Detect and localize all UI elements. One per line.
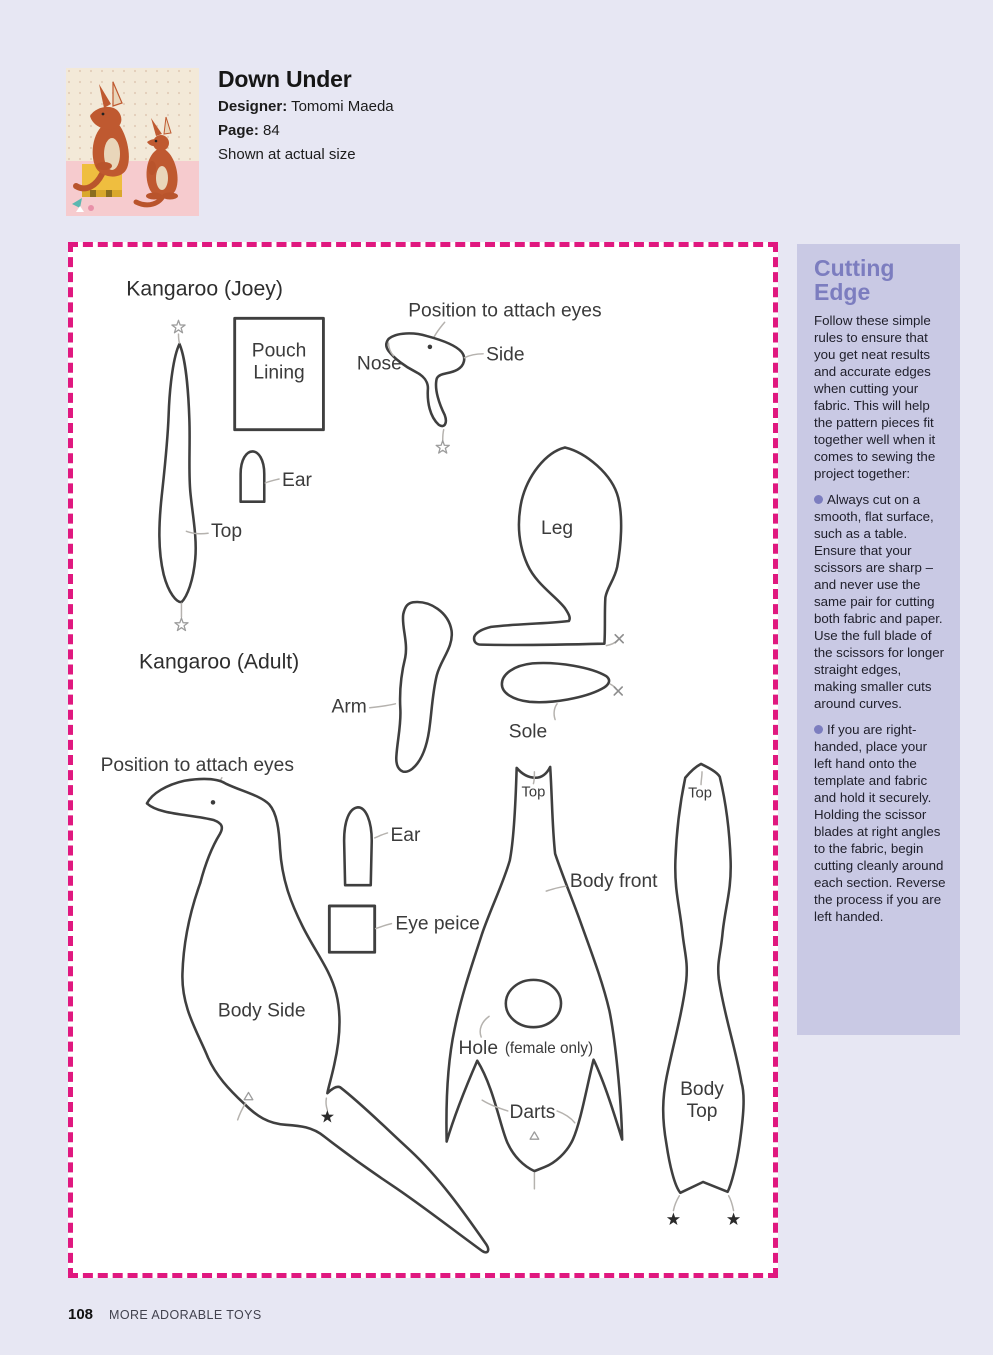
star-marker-icon	[436, 441, 449, 453]
panel-bullet-text: If you are right-handed, place your left hand onto the template and fabric and hold it securely. Holding the scissor blades at right angles to the fabric, begin cutting cleanly around each section. Reverse the process if you are left handed.	[814, 722, 946, 924]
star-marker-icon	[175, 618, 188, 630]
bullet-dot-icon	[814, 725, 823, 734]
pattern-sheet	[68, 242, 778, 1278]
designer-line	[218, 98, 394, 115]
body-top-label-2: Top	[686, 1100, 718, 1122]
filled-star-marker-icon	[667, 1213, 680, 1225]
eye-position-dot	[211, 800, 216, 805]
footer	[68, 1306, 262, 1323]
joey-top-outline	[159, 344, 195, 602]
x-marker-icon	[614, 687, 622, 695]
actual-size-note: Shown at actual size	[218, 146, 356, 163]
joey-ear-outline	[241, 451, 265, 501]
adult-ear-outline	[344, 807, 372, 885]
pouch-lining-label-2: Lining	[253, 362, 305, 384]
joey-nose-label: Nose	[356, 353, 402, 375]
adult-arm-label: Arm	[331, 696, 367, 718]
pattern-drawing	[73, 247, 773, 1273]
project-title: Down Under	[218, 66, 352, 92]
joey-leg-label: Leg	[541, 518, 574, 540]
body-top-top-label: Top	[688, 785, 712, 802]
hole-outline	[506, 980, 561, 1027]
filled-star-marker-icon	[727, 1213, 740, 1225]
body-front-top-label: Top	[521, 784, 546, 801]
panel-bullet	[814, 491, 946, 712]
joey-side-outline	[386, 333, 464, 426]
adult-arm-outline	[396, 602, 451, 772]
joey-ear-label: Ear	[282, 469, 312, 491]
page-line	[218, 122, 394, 139]
joey-side-label: Side	[486, 344, 525, 366]
adult-heading: Kangaroo (Adult)	[139, 650, 300, 674]
joey-position-eyes-label: Position to attach eyes	[408, 300, 602, 322]
body-top-label-1: Body	[680, 1079, 724, 1101]
star-marker-icon	[172, 320, 185, 332]
eye-piece-label: Eye peice	[395, 913, 480, 935]
pouch-lining-label-1: Pouch	[251, 340, 307, 362]
folio-page-number: 108	[68, 1306, 94, 1323]
joey-leg-outline	[474, 447, 621, 645]
eye-position-dot	[428, 345, 433, 350]
panel-bullet-text: Always cut on a smooth, flat surface, such as a table. Ensure that your scissors are sharp – and never use the same pair for cutting both fabric and paper. Use the full blade of the scissors for longer straight edges, making smaller cuts around curves.	[814, 492, 945, 711]
leader-line	[238, 1103, 246, 1120]
cutting-edge-panel	[797, 244, 960, 1035]
series-title: MORE ADORABLE TOYS	[109, 1308, 262, 1322]
designer-name: Tomomi Maeda	[291, 98, 394, 115]
hole-label: Hole	[458, 1037, 499, 1059]
leader-line	[464, 354, 483, 358]
leader-line	[265, 479, 279, 483]
page-label: Page:	[218, 122, 259, 139]
leader-line	[673, 1196, 679, 1211]
kangaroo-toys-photo	[66, 68, 199, 216]
panel-intro: Follow these simple rules to ensure that you get neat results and accurate edges when cutting your fabric. This will help the pattern pieces fit together well when it comes to sewing the project together:	[814, 313, 936, 481]
panel-title: Cutting Edge	[814, 255, 895, 305]
panel-bullet	[814, 721, 946, 925]
darts-label: Darts	[509, 1101, 556, 1123]
adult-body-side-outline	[147, 779, 488, 1252]
bullet-dot-icon	[814, 495, 823, 504]
leader-line	[178, 334, 179, 343]
header	[218, 66, 394, 170]
body-front-label: Body front	[569, 871, 658, 893]
hole-note-label: (female only)	[504, 1039, 594, 1057]
leader-line	[533, 772, 534, 784]
joey-top-label: Top	[211, 521, 243, 543]
designer-label: Designer:	[218, 98, 288, 115]
leader-line	[376, 924, 392, 929]
joey-sole-outline	[502, 663, 609, 702]
adult-body-side-label: Body Side	[217, 1000, 306, 1022]
adult-ear-label: Ear	[390, 824, 421, 846]
page-value: 84	[263, 122, 280, 139]
x-marker-icon	[615, 635, 623, 643]
adult-position-eyes-label: Position to attach eyes	[100, 754, 294, 776]
leader-line	[370, 704, 396, 708]
leader-line	[375, 833, 388, 838]
leader-line	[554, 704, 557, 720]
adult-body-top-outline	[663, 764, 743, 1193]
eye-piece-outline	[329, 906, 374, 952]
leader-line	[443, 430, 444, 441]
joey-heading: Kangaroo (Joey)	[126, 277, 283, 301]
leader-line	[729, 1196, 734, 1211]
joey-sole-label: Sole	[508, 721, 548, 743]
